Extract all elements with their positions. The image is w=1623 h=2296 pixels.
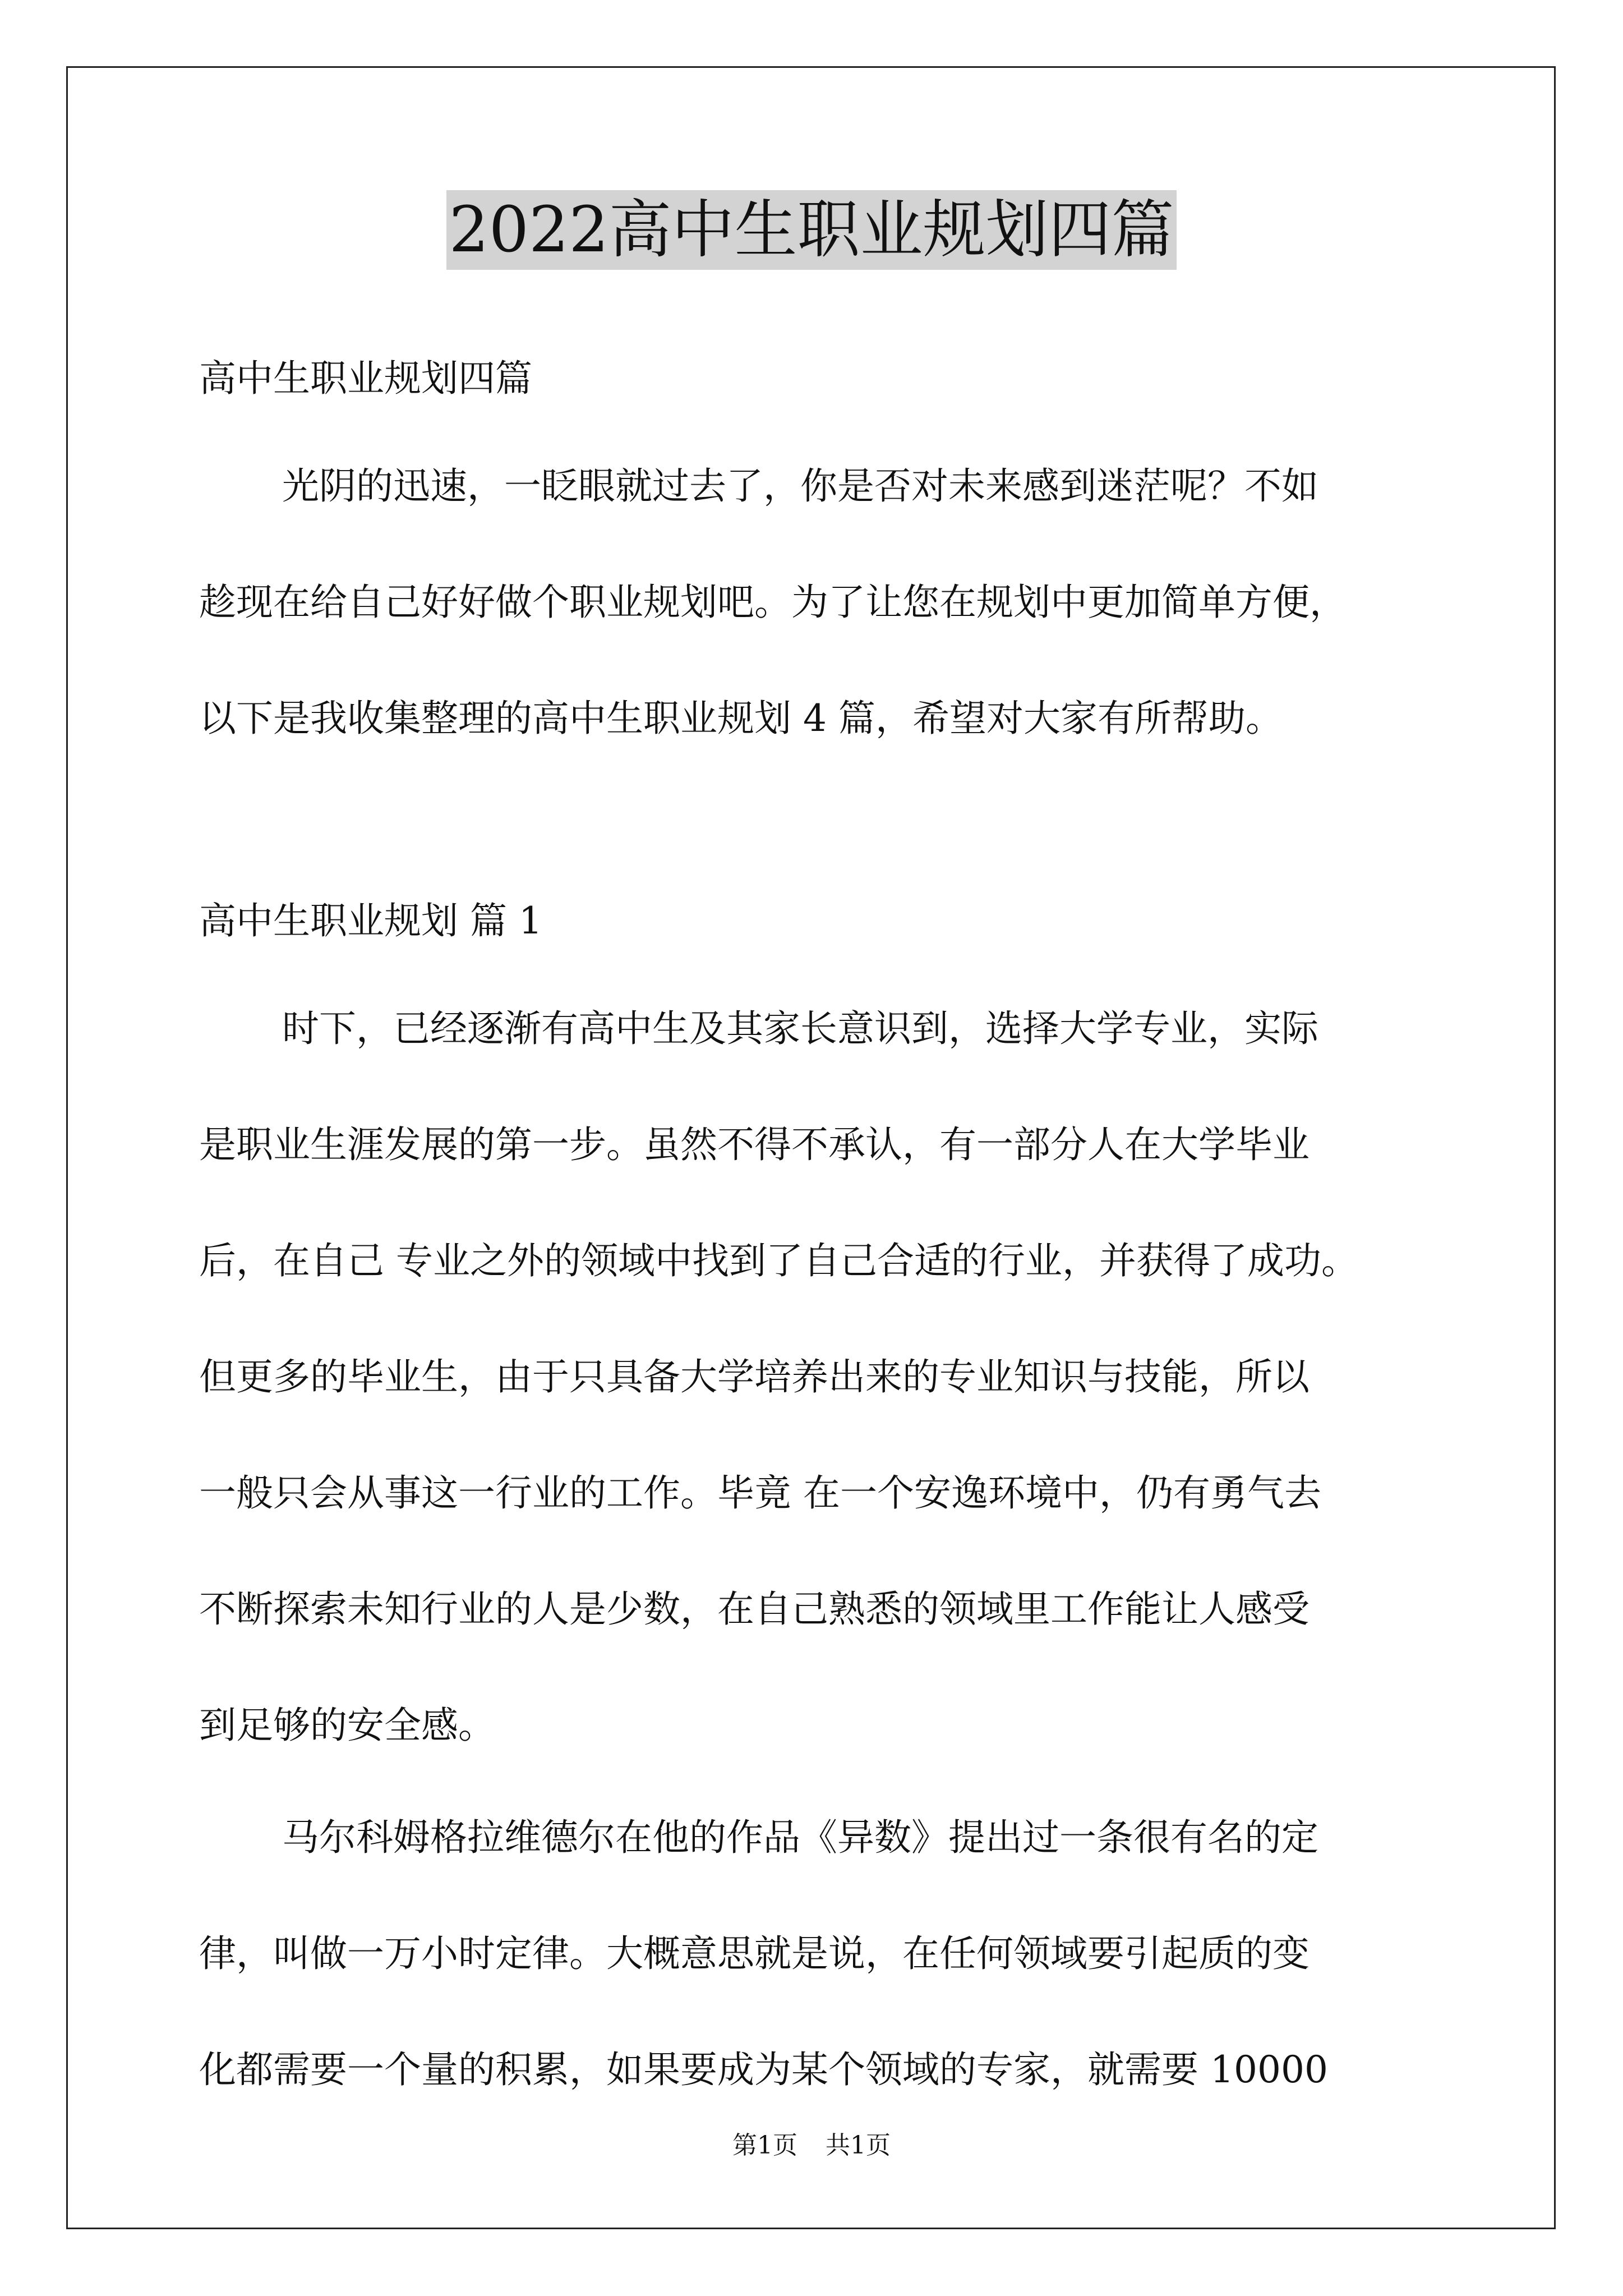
paragraph-line: 光阴的迅速，一眨眼就过去了，你是否对未来感到迷茫呢？不如 xyxy=(282,464,1318,508)
paragraph-line: 化都需要一个量的积累，如果要成为某个领域的专家，就需要 10000 xyxy=(199,2048,1328,2091)
page-total: 共1页 xyxy=(826,2131,891,2160)
document-subtitle: 高中生职业规划四篇 xyxy=(199,357,532,400)
section-heading: 高中生职业规划 篇 1 xyxy=(199,899,542,942)
intro-paragraph xyxy=(199,461,1433,744)
paragraph-line: 时下，已经逐渐有高中生及其家长意识到，选择大学专业，实际 xyxy=(282,1007,1318,1050)
document-title-text: 2022高中生职业规划四篇 xyxy=(446,190,1176,270)
section-paragraph-1 xyxy=(199,1004,1433,1751)
paragraph-line: 到足够的安全感。 xyxy=(199,1704,495,1747)
document-title xyxy=(0,191,1623,269)
paragraph-line: 马尔科姆格拉维德尔在他的作品《异数》提出过一条很有名的定 xyxy=(282,1816,1318,1859)
paragraph-line: 是职业生涯发展的第一步。虽然不得不承认，有一部分人在大学毕业 xyxy=(199,1123,1310,1166)
paragraph-line: 律，叫做一万小时定律。大概意思就是说，在任何领域要引起质的变 xyxy=(199,1932,1310,1975)
paragraph-line: 但更多的毕业生，由于只具备大学培养出来的专业知识与技能，所以 xyxy=(199,1355,1310,1398)
paragraph-line: 一般只会从事这一行业的工作。毕竟 在一个安逸环境中，仍有勇气去 xyxy=(199,1471,1321,1515)
paragraph-line: 以下是我收集整理的高中生职业规划 4 篇，希望对大家有所帮助。 xyxy=(199,697,1283,740)
paragraph-line: 趁现在给自己好好做个职业规划吧。为了让您在规划中更加简单方便， xyxy=(199,581,1347,624)
paragraph-line: 不断探索未知行业的人是少数，在自己熟悉的领域里工作能让人感受 xyxy=(199,1588,1310,1631)
paragraph-line: 后，在自己 专业之外的领域中找到了自己合适的行业，并获得了成功。 xyxy=(199,1239,1358,1282)
page-number: 第1页 xyxy=(732,2131,797,2160)
section-paragraph-2 xyxy=(199,1812,1433,2095)
page-footer xyxy=(0,2129,1623,2162)
